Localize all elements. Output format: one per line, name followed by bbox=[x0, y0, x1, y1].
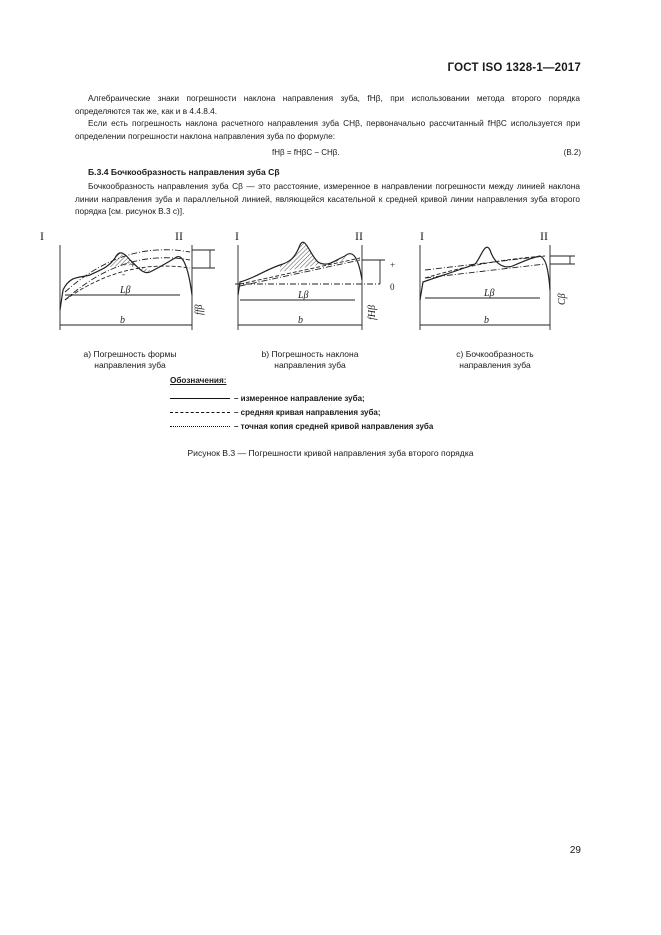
document-header: ГОСТ ISO 1328-1—2017 bbox=[447, 62, 581, 74]
label-b-i: I bbox=[235, 229, 239, 243]
label-a-b: b bbox=[120, 315, 125, 326]
label-c-i: I bbox=[420, 229, 424, 243]
panel-b-slope-deviation bbox=[235, 242, 385, 330]
paragraph-sign-rules: Алгебраические знаки погрешности наклона направления зуба, fHβ, при использовании метода второго порядка определяются так же, как и в 4.4.8.4. bbox=[75, 93, 580, 116]
section-heading-b34: Б.3.4 Бочкообразность направления зуба Cβ bbox=[88, 167, 280, 177]
label-b-b: b bbox=[298, 315, 303, 326]
paragraph-crowning-definition: Бочкообразность направления зуба Cβ — это расстояние, измеренное в направлении погрешности между линией наклона линии направления зуба и параллельной линией, являющейся касательной к средней кривой линии направления зуба второго порядка [см. рисунок В.3 с)]. bbox=[75, 181, 580, 217]
label-a-i: I bbox=[40, 229, 44, 243]
legend-item-measured: – измеренное направление зуба; bbox=[170, 394, 365, 403]
label-b-plus: + bbox=[390, 260, 396, 270]
formula-b2: fHβ = fHβC − CHβ. bbox=[272, 148, 340, 157]
label-a-lb: Lβ bbox=[120, 285, 131, 296]
label-a-plus: + bbox=[130, 260, 136, 270]
caption-b: b) Погрешность наклона направления зуба bbox=[261, 349, 359, 370]
label-b-ii: II bbox=[355, 229, 363, 243]
legend-item-mean: – средняя кривая направления зуба; bbox=[170, 408, 381, 417]
label-b-lb: Lβ bbox=[298, 290, 309, 301]
figure-title: Рисунок В.3 — Погрешности кривой направления зуба второго порядка bbox=[187, 448, 474, 458]
label-c-lb: Lβ bbox=[484, 288, 495, 299]
label-a-ff: ffβ bbox=[194, 304, 205, 315]
label-b-zero: 0 bbox=[390, 282, 395, 292]
caption-c: с) Бочкообразность направления зуба bbox=[456, 349, 534, 370]
paragraph-calculated-slope: Если есть погрешность наклона расчетного направления зуба CHβ, первоначально рассчитанный fHβC используется при определении погрешности наклона направления зуба по формуле: bbox=[75, 118, 580, 141]
panel-c-crowning bbox=[420, 245, 575, 330]
label-c-b: b bbox=[484, 315, 489, 326]
caption-a: а) Погрешность формы направления зуба bbox=[83, 349, 177, 370]
page-number: 29 bbox=[569, 845, 581, 856]
legend-title: Обозначения: bbox=[170, 376, 227, 385]
label-c-cb: Cβ bbox=[557, 293, 568, 305]
formula-number: (В.2) bbox=[563, 148, 581, 157]
figure-b3-diagrams bbox=[0, 220, 661, 370]
label-a-ii: II bbox=[175, 229, 183, 243]
panel-a-form-deviation bbox=[60, 245, 215, 330]
label-b-fh: fHβ bbox=[367, 305, 378, 320]
label-c-ii: II bbox=[540, 229, 548, 243]
legend-item-copy: – точная копия средней кривой направления зуба bbox=[170, 422, 433, 431]
label-a-minus: - bbox=[122, 269, 125, 279]
